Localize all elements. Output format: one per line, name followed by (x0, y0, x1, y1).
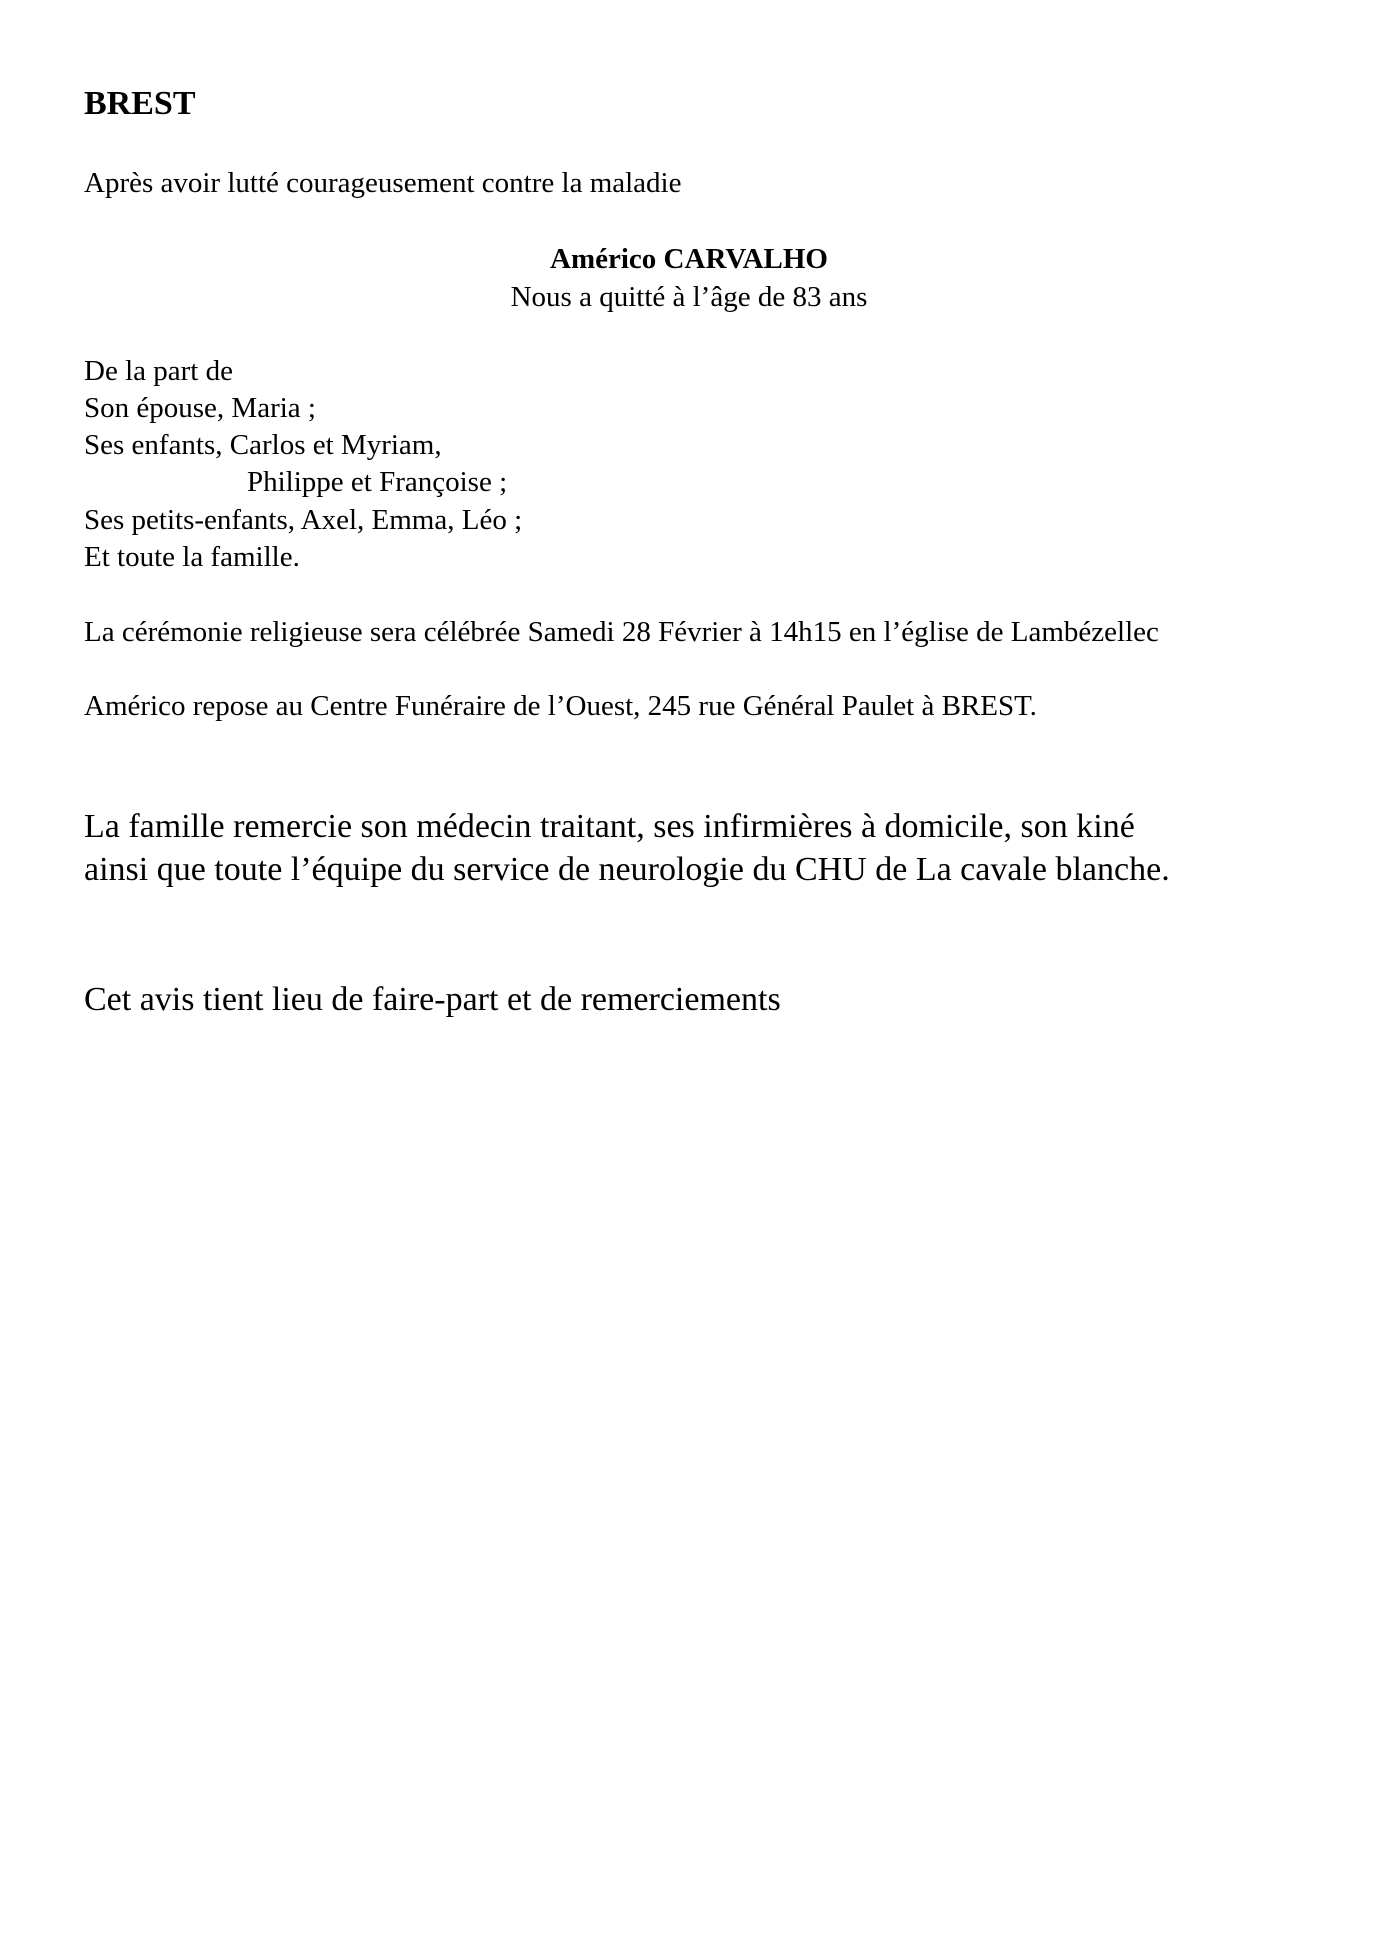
family-spouse: Son épouse, Maria ; (84, 392, 316, 424)
city-heading: BREST (84, 85, 196, 122)
family-heading: De la part de (84, 355, 233, 387)
family-children-line1: Ses enfants, Carlos et Myriam, (84, 429, 442, 461)
thanks-line-2: ainsi que toute l’équipe du service de neurologie du CHU de La cavale blanche. (84, 851, 1170, 888)
family-others: Et toute la famille. (84, 541, 300, 573)
thanks-line-1: La famille remercie son médecin traitant, ses infirmières à domicile, son kiné (84, 808, 1135, 845)
deceased-name: Américo CARVALHO (550, 243, 828, 275)
intro-text: Après avoir lutté courageusement contre la maladie (84, 167, 682, 199)
family-grandchildren: Ses petits-enfants, Axel, Emma, Léo ; (84, 504, 523, 536)
family-children-line2: Philippe et Françoise ; (247, 466, 508, 498)
resting-place-text: Américo repose au Centre Funéraire de l’Ouest, 245 rue Général Paulet à BREST. (84, 690, 1037, 722)
age-line: Nous a quitté à l’âge de 83 ans (510, 281, 868, 313)
ceremony-text: La cérémonie religieuse sera célébrée Samedi 28 Février à 14h15 en l’église de Lambézellec (84, 616, 1159, 648)
closing-text: Cet avis tient lieu de faire-part et de remerciements (84, 981, 781, 1018)
